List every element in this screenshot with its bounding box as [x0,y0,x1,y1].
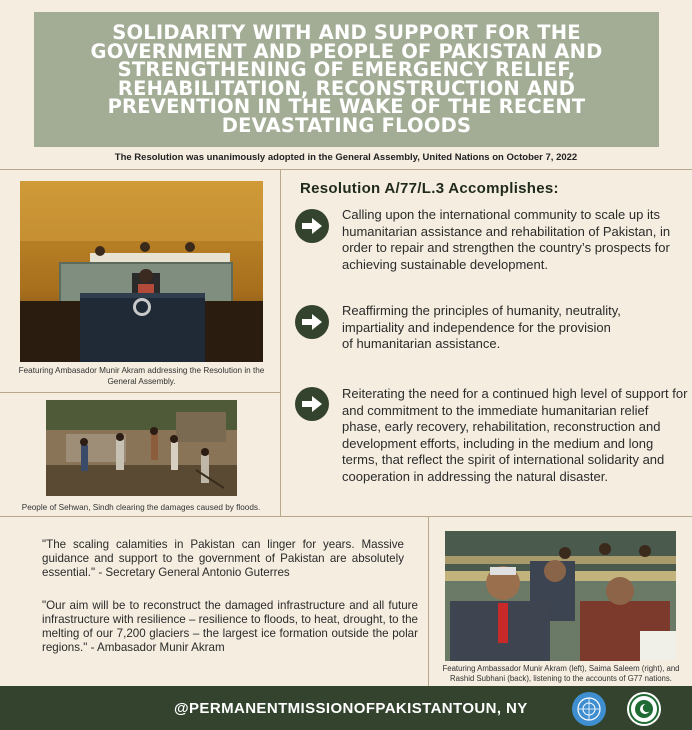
social-handle: @PERMANENTMISSIONOFPAKISTANTOUN, NY [174,700,528,717]
un-emblem-icon [572,692,606,726]
akram-quote: "Our aim will be to reconstruct the damaged infrastructure and all future infrastructure with resilience – resilience to floods, to heat, drought, to the melting of our 7,200 glaciers – the largest ice formation outside the polar regions." - Ambasador Munir Akram [42,599,418,654]
meeting-photo-caption: Featuring Ambassador Munir Akram (left), Saima Saleem (right), and Rashid Subhani (back), listening to the accounts of G77 nations. [442,664,680,683]
title-banner [34,12,659,147]
right-arrow-icon [302,218,322,234]
resolution-heading: Resolution A/77/L.3 Accomplishes: [300,180,559,197]
bullet-arrow-2 [295,305,329,339]
assembly-photo-caption: Featuring Ambasador Munir Akram addressing the Resolution in the General Assembly. [18,366,265,386]
adoption-subtitle: The Resolution was unanimously adopted in the General Assembly, United Nations on October 7, 2022 [114,152,578,163]
bullet-arrow-3 [295,387,329,421]
sehwan-flood-photo [46,400,237,496]
footer-bar [0,686,692,730]
resolution-point-1: Calling upon the international community to scale up its humanitarian assistance and rehabilitation of Pakistan, in order to repair and strengthen the country’s prospects for achieving sustainable development. [342,207,671,272]
bullet-arrow-1 [295,209,329,243]
divider-vertical-left [280,169,281,517]
resolution-point-3: Reiterating the need for a continued high level of support for and commitment to the immediate humanitarian relief phase, early recovery, rehabilitation, reconstruction and development efforts, including in the medium and long terms, that reflect the spirit of international solidarity and cooperation in addressing the natural disaster. [342,386,688,484]
divider-top [0,169,692,170]
divider-vertical-bottom [428,516,429,686]
guterres-quote: "The scaling calamities in Pakistan can linger for years. Massive guidance and support to the government of Pakistan are absolutely essential." - Secretary General Antonio Guterres [42,538,404,579]
pakistan-mission-emblem-icon [627,692,661,726]
divider-bottom [0,516,692,517]
assembly-photo [20,181,263,362]
right-arrow-icon [302,314,322,330]
divider-left-mid [0,392,280,393]
page-title: SOLIDARITY WITH AND SUPPORT FOR THE GOVERNMENT AND PEOPLE OF PAKISTAN AND STRENGTHENING OF EMERGENCY RELIEF, REHABILITATION, RECONSTRUCTION AND PREVENTION IN THE WAKE OF THE RECENT DEVASTATING FLOODS [90,21,603,137]
resolution-point-2: Reaffirming the principles of humanity, neutrality, impartiality and independence for the provision of humanitarian assistance. [342,303,621,352]
right-arrow-icon [302,396,322,412]
g77-meeting-photo [445,531,676,661]
sehwan-photo-caption: People of Sehwan, Sindh clearing the damages caused by floods. [21,503,261,512]
